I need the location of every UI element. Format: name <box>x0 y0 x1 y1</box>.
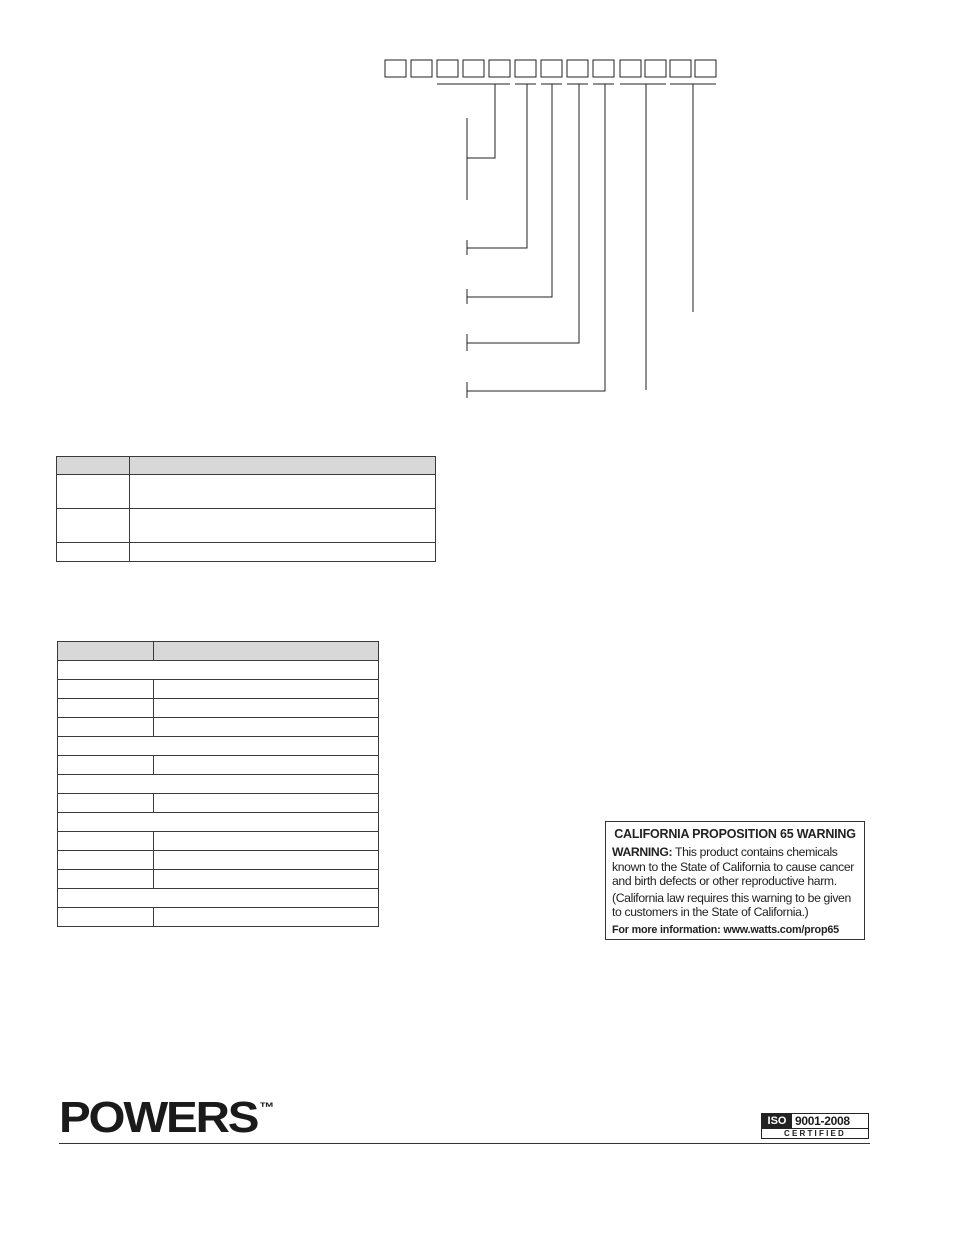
footer-divider <box>59 1143 870 1144</box>
leader-line-2 <box>467 84 527 248</box>
iso-label: ISO <box>762 1114 792 1128</box>
code-box-8 <box>567 60 588 77</box>
code-box-5 <box>489 60 510 77</box>
table-row <box>58 851 379 870</box>
table-section-row <box>58 813 379 832</box>
powers-logo <box>59 1093 275 1142</box>
iso-certified-label: CERTIFIED <box>783 1129 847 1138</box>
table-row <box>58 908 379 927</box>
table-section-row <box>58 775 379 794</box>
code-box-12 <box>670 60 691 77</box>
option-table-1 <box>56 456 436 562</box>
table-row <box>57 509 436 543</box>
table-section-row <box>58 661 379 680</box>
leader-line-5 <box>467 84 605 391</box>
code-box-9 <box>593 60 614 77</box>
option-table-2 <box>57 641 379 927</box>
prop65-title: CALIFORNIA PROPOSITION 65 WARNING <box>614 827 856 841</box>
table-row <box>58 756 379 775</box>
code-box-10 <box>620 60 641 77</box>
code-box-6 <box>515 60 536 77</box>
code-box-7 <box>541 60 562 77</box>
table-section-row <box>58 737 379 756</box>
table-row <box>57 543 436 562</box>
trademark-symbol: ™ <box>259 1099 275 1115</box>
table-row <box>58 718 379 737</box>
code-box-2 <box>411 60 432 77</box>
iso-number: 9001-2008 <box>795 1114 850 1128</box>
prop65-warning-body: This product contains chemicals known to the State of California to cause cancer and birth defects or other reproductive harm. <box>612 845 854 888</box>
leader-line-3 <box>467 84 552 297</box>
leader-line-4 <box>467 84 579 343</box>
iso-certification-badge <box>761 1113 869 1139</box>
model-number-diagram <box>0 0 954 420</box>
table-row <box>58 794 379 813</box>
prop65-note: (California law requires this warning to be given to customers in the State of California.) <box>612 890 851 919</box>
table-section-row <box>58 889 379 908</box>
table-row <box>58 699 379 718</box>
prop65-warning-text <box>612 845 858 889</box>
table-header-row <box>58 642 379 661</box>
table-row <box>58 870 379 889</box>
table-row <box>58 832 379 851</box>
code-box-11 <box>645 60 666 77</box>
logo-text: POWERS <box>59 1093 258 1142</box>
table-row <box>58 680 379 699</box>
table-row <box>57 475 436 509</box>
prop65-warning-label: WARNING: <box>612 845 673 859</box>
prop65-warning-box <box>605 821 865 940</box>
code-box-3 <box>437 60 458 77</box>
code-box-1 <box>385 60 406 77</box>
prop65-more-info: For more information: www.watts.com/prop65 <box>612 923 839 936</box>
leader-line-1 <box>467 84 495 158</box>
table-header-row <box>57 457 436 475</box>
code-box-13 <box>695 60 716 77</box>
code-box-4 <box>463 60 484 77</box>
